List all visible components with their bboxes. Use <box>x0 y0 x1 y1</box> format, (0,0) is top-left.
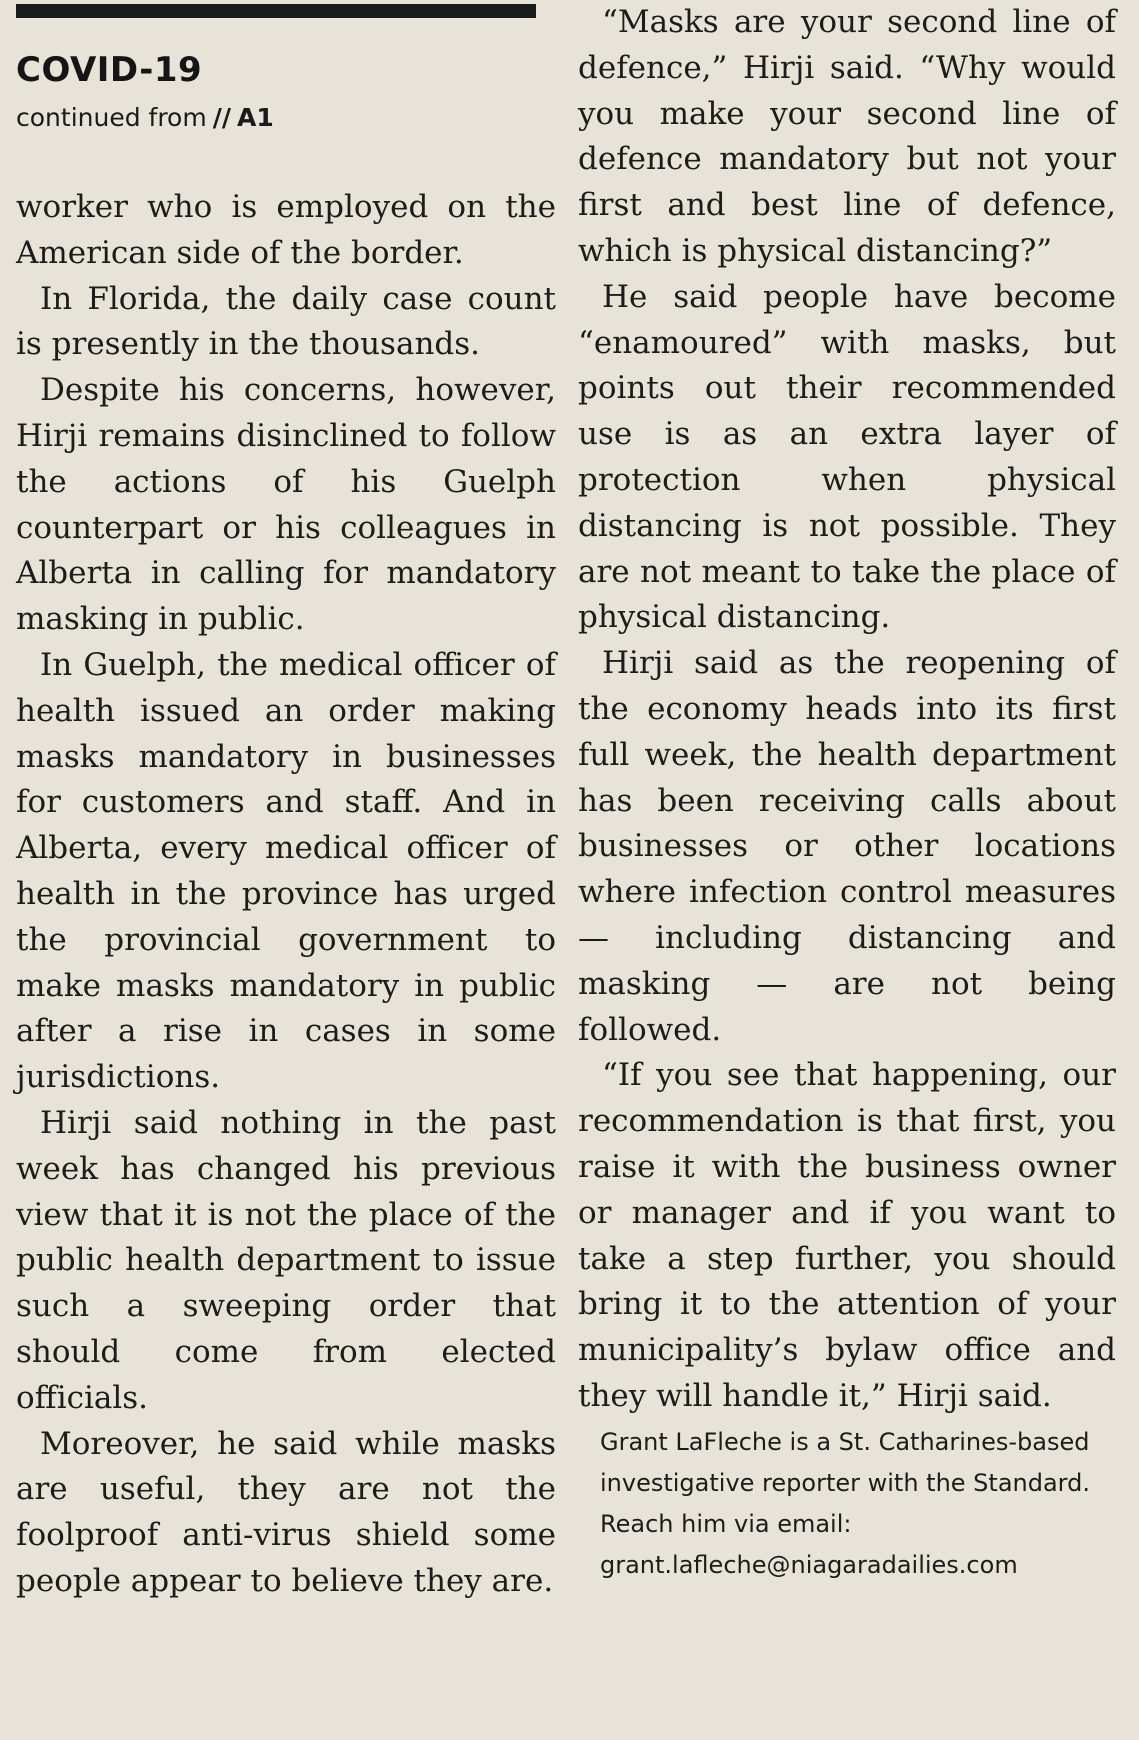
paragraph: “If you see that happening, our recommendation is that first, you raise it with the business owner or manager and if you want to take a step further, you should bring it to the attention of your municipality’s bylaw office and they will handle it,” Hirji said. <box>578 1057 1116 1414</box>
jump-page: A1 <box>236 103 274 132</box>
jump-prefix: continued from <box>16 103 207 132</box>
top-rule <box>16 4 536 18</box>
author-tagline <box>578 1422 1116 1586</box>
section-kicker: COVID-19 <box>16 50 203 90</box>
jump-line <box>16 103 274 132</box>
paragraph: “Masks are your second line of defence,” Hirji said. “Why would you make your second line of defence mandatory but not your first and best line of defence, which is physical distancing?” <box>578 4 1116 269</box>
paragraph: In Guelph, the medical officer of health issued an order making masks mandatory in businesses for customers and staff. And in Alberta, every medical officer of health in the province has urged the provincial government to make masks mandatory in public after a rise in cases in some jurisdictions. <box>16 646 556 1096</box>
paragraph: Hirji said as the reopening of the economy heads into its first full week, the health department has been receiving calls about businesses or other locations where infection control measures — including distancing and masking — are not being followed. <box>578 645 1116 1048</box>
right-column <box>578 0 1116 1586</box>
left-column <box>16 185 556 1605</box>
paragraph: Moreover, he said while masks are useful, they are not the foolproof anti-virus shield some people appear to believe they are. <box>16 1425 556 1599</box>
paragraph: worker who is employed on the American side of the border. <box>16 189 556 271</box>
paragraph: Hirji said nothing in the past week has changed his previous view that it is not the place of the public health department to issue such a sweeping order that should come from elected officials. <box>16 1104 556 1416</box>
jump-slashes: // <box>212 103 231 132</box>
paragraph: Despite his concerns, however, Hirji remains disinclined to follow the actions of his Guelph counterpart or his colleagues in Alberta in calling for mandatory masking in public. <box>16 372 556 638</box>
tagline-text: Grant LaFleche is a St. Catharines-based investigative reporter with the Standard. Reach him via email: <box>600 1427 1090 1538</box>
paragraph: In Florida, the daily case count is presently in the thousands. <box>16 280 556 363</box>
paragraph: He said people have become “enamoured” with masks, but points out their recommended use is as an extra layer of protection when physical distancing is not possible. They are not meant to take the place of physical distancing. <box>578 278 1116 636</box>
author-email[interactable]: grant.lafleche@niagaradailies.com <box>600 1550 1018 1579</box>
